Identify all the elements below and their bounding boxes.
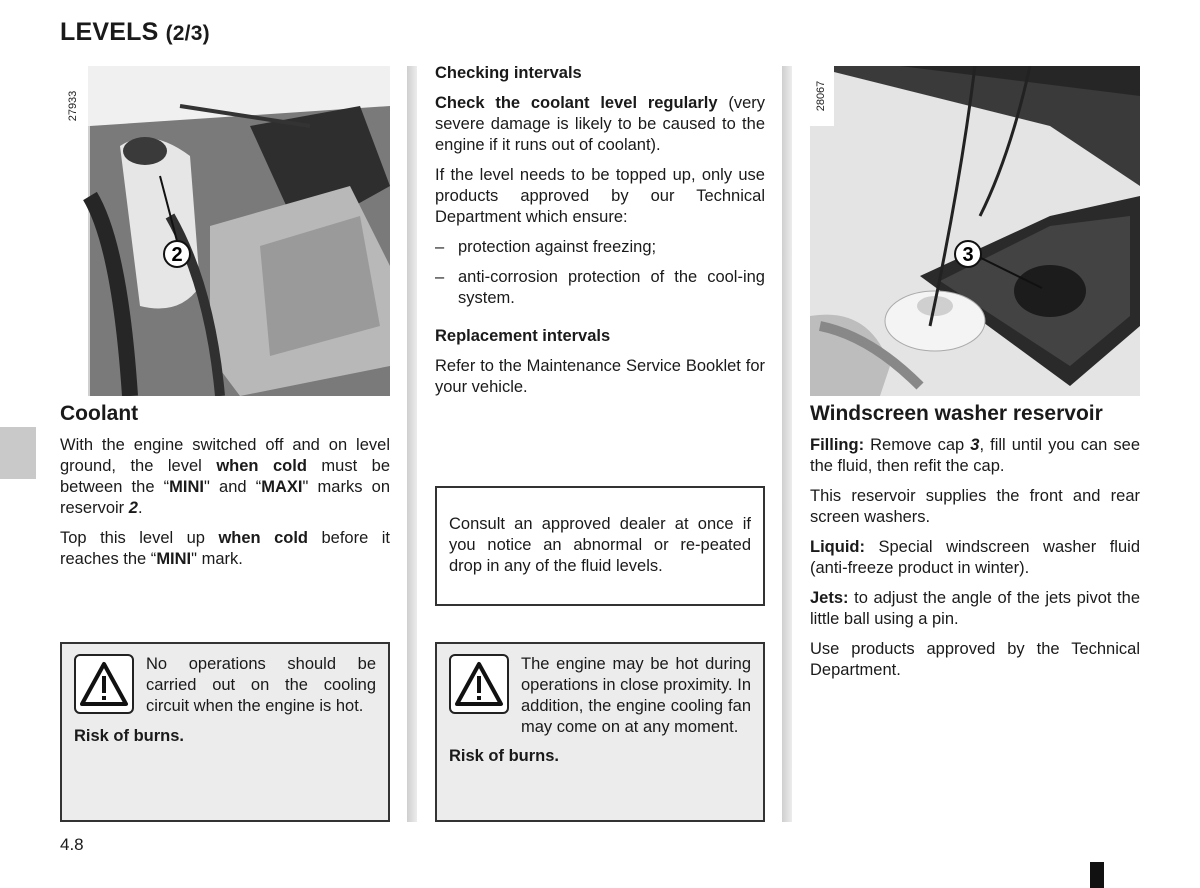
warning-box-coolant — [60, 642, 390, 822]
callout-2: 2 — [171, 244, 183, 266]
washer-text — [810, 435, 1140, 690]
washer-label: Liquid: — [810, 538, 865, 556]
middle-column — [435, 63, 765, 407]
text-run: to adjust the angle of the jets pivot the little ball using a pin. — [810, 589, 1140, 628]
replacement-paragraph: Refer to the Maintenance Service Booklet for your vehicle. — [435, 357, 765, 396]
text-run: This reservoir supplies the front and rear screen washers. — [810, 487, 1140, 526]
coolant-heading: Coolant — [60, 402, 139, 425]
checking-paragraph-2: If the level needs to be topped up, only use products approved by our Technical Department which ensure: — [435, 166, 765, 226]
warning-text: No operations should be carried out on the cooling circuit when the engine is hot. — [146, 655, 376, 715]
text-run: " and “ — [204, 478, 262, 496]
text-run: must be between the “ — [60, 457, 391, 496]
list-item — [435, 267, 765, 309]
text-run: , fill until you can see the fluid, then refit the cap. — [810, 436, 1141, 475]
text-run: Top this level up — [60, 529, 219, 547]
text-run: when cold — [218, 529, 309, 547]
text-run: 2 — [128, 499, 138, 517]
warning-triangle-icon — [449, 654, 509, 714]
page-title-sub: (2/3) — [165, 22, 210, 45]
note-box — [435, 486, 765, 606]
text-run: With the engine switched off and on level ground, the level — [60, 436, 390, 475]
washer-label: Jets: — [810, 589, 849, 607]
warning-triangle-icon — [74, 654, 134, 714]
washer-paragraph — [810, 639, 1140, 681]
washer-paragraph — [810, 435, 1140, 477]
warning-risk: Risk of burns. — [449, 747, 560, 765]
column-separator-left — [407, 66, 417, 822]
page-title — [60, 18, 210, 47]
list-item — [435, 237, 765, 258]
checking-intervals-heading: Checking intervals — [435, 64, 582, 82]
check-regularly-bold: Check the coolant level regularly — [435, 94, 718, 112]
text-run: MINI — [169, 478, 205, 496]
check-regularly-rest: (very severe damage is likely to be caused to the engine if it runs out of coolant). — [435, 94, 765, 154]
warning-text: The engine may be hot during operations in close proximity. In addition, the engine cooling fan may come on at any moment. — [521, 655, 751, 736]
text-run: Use products approved by the Technical Department. — [810, 640, 1140, 679]
text-run: Remove cap — [864, 436, 971, 454]
page-number: 4.8 — [60, 835, 84, 854]
text-run: MAXI — [261, 478, 303, 496]
washer-paragraph — [810, 486, 1140, 528]
text-run: . — [137, 499, 143, 517]
coolant-paragraph-1 — [60, 435, 390, 519]
chapter-tab — [0, 427, 36, 479]
photo-code-label: 28067 — [815, 80, 827, 112]
coolant-text — [60, 435, 390, 579]
washer-paragraph — [810, 537, 1140, 579]
list-item-text: protection against freezing; — [458, 238, 657, 256]
dash-bullet: – — [435, 268, 445, 286]
text-run: 3 — [970, 436, 980, 454]
replacement-intervals-heading: Replacement intervals — [435, 327, 611, 345]
warning-risk: Risk of burns. — [74, 727, 185, 745]
text-run: " marks on reservoir — [60, 478, 390, 517]
note-text: Consult an approved dealer at once if you notice an abnormal or re-peated drop in any of the fluid levels. — [449, 515, 751, 575]
page-title-main: LEVELS — [60, 18, 159, 46]
text-run: " mark. — [191, 550, 243, 568]
warning-box-engine — [435, 642, 765, 822]
photo-code-label: 27933 — [67, 90, 79, 122]
washer-heading: Windscreen washer reservoir — [810, 402, 1103, 425]
engine-bay-photo-washer — [810, 66, 1140, 396]
dash-bullet: – — [435, 238, 445, 256]
checking-paragraph-1 — [435, 93, 765, 156]
list-item-text: anti-corrosion protection of the cool-ing system. — [458, 268, 765, 307]
column-separator-right — [782, 66, 792, 822]
engine-bay-photo-coolant — [60, 66, 390, 396]
page-edge-marker — [1090, 862, 1104, 888]
text-run: MINI — [156, 550, 192, 568]
text-run: Special windscreen washer fluid (anti-freeze product in winter). — [810, 538, 1140, 577]
text-run: before it reaches the “ — [60, 529, 390, 568]
washer-label: Filling: — [810, 436, 865, 454]
callout-3: 3 — [962, 244, 974, 266]
text-run: when cold — [216, 457, 307, 475]
washer-paragraph — [810, 588, 1140, 630]
coolant-paragraph-2 — [60, 528, 390, 570]
